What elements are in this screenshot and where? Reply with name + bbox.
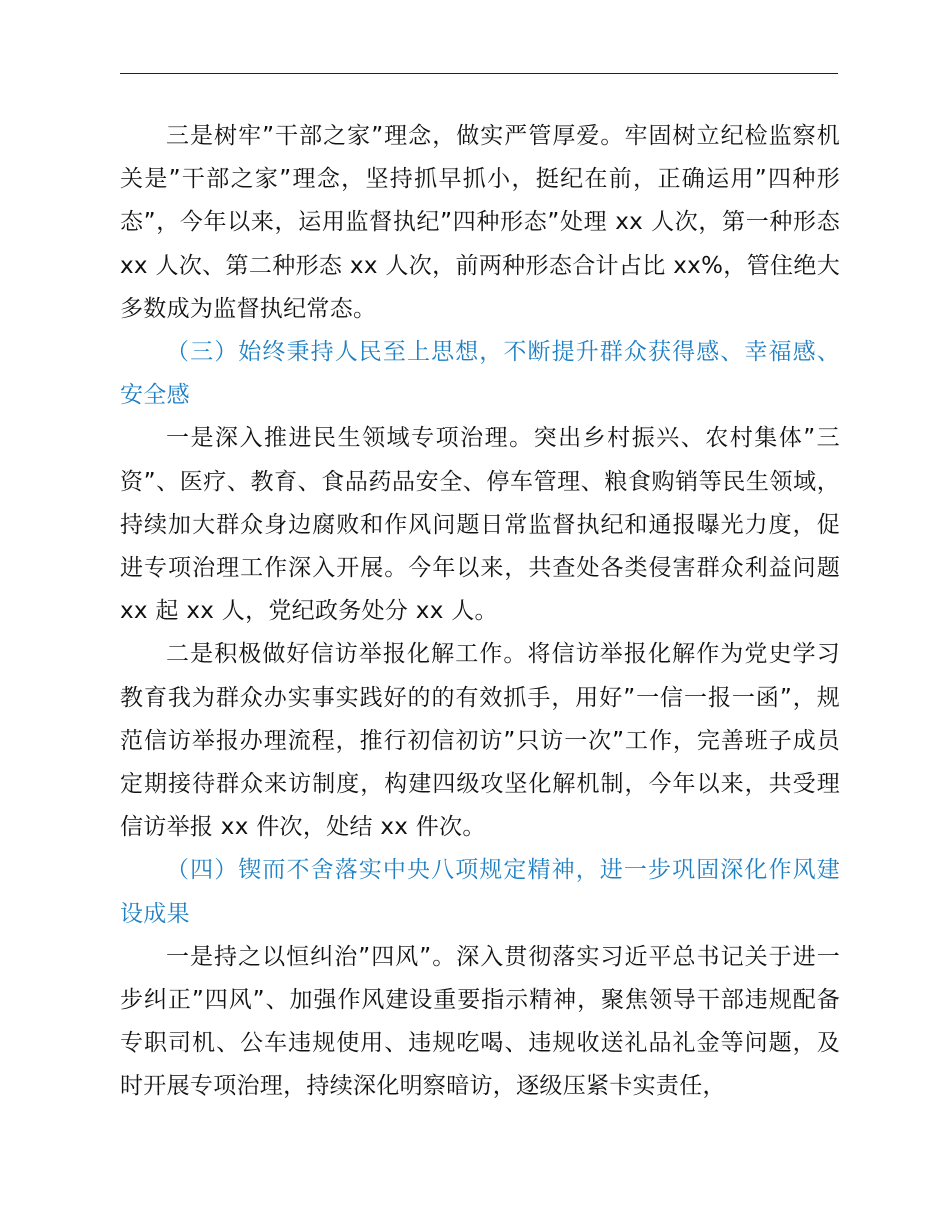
- paragraph-cadre-home: 三是树牢”干部之家”理念，做实严管厚爱。牢固树立纪检监察机关是”干部之家”理念，坚持抓早抓小，挺纪在前，正确运用”四种形态”，今年以来，运用监督执纪”四种形态”处理 xx 人次，第一种形态 xx 人次、第二种形态 xx 人次，前两种形态合计占比 xx%，管住绝大多数成为监督执纪常态。: [120, 123, 840, 322]
- section-heading-3: （三）始终秉持人民至上思想，不断提升群众获得感、幸福感、安全感: [120, 339, 840, 409]
- paragraph-livelihood-governance: 一是深入推进民生领域专项治理。突出乡村振兴、农村集体”三资”、医疗、教育、食品药品安全、停车管理、粮食购销等民生领域，持续加大群众身边腐败和作风问题日常监督执纪和通报曝光力度，促进专项治理工作深入开展。今年以来，共查处各类侵害群众利益问题 xx 起 xx 人，党纪政务处分 xx 人。: [120, 425, 840, 625]
- paragraph-petition-handling: 二是积极做好信访举报化解工作。将信访举报化解作为党史学习教育我为群众办实事实践好的的有效抓手，用好”一信一报一函”，规范信访举报办理流程，推行初信初访”只访一次”工作，完善班子成员定期接待群众来访制度，构建四级攻坚化解机制，今年以来，共受理信访举报 xx 件次，处结 xx 件次。: [120, 641, 840, 841]
- section-heading-4: （四）锲而不舍落实中央八项规定精神，进一步巩固深化作风建设成果: [120, 857, 840, 927]
- document-body: [120, 115, 840, 1109]
- paragraph-four-winds: 一是持之以恒纠治”四风”。深入贯彻落实习近平总书记关于进一步纠正”四风”、加强作风建设重要指示精神，聚焦领导干部违规配备专职司机、公车违规使用、违规吃喝、违规收送礼品礼金等问题，及时开展专项治理，持续深化明察暗访，逐级压紧卡实责任，: [120, 943, 840, 1100]
- header-rule: [120, 73, 838, 74]
